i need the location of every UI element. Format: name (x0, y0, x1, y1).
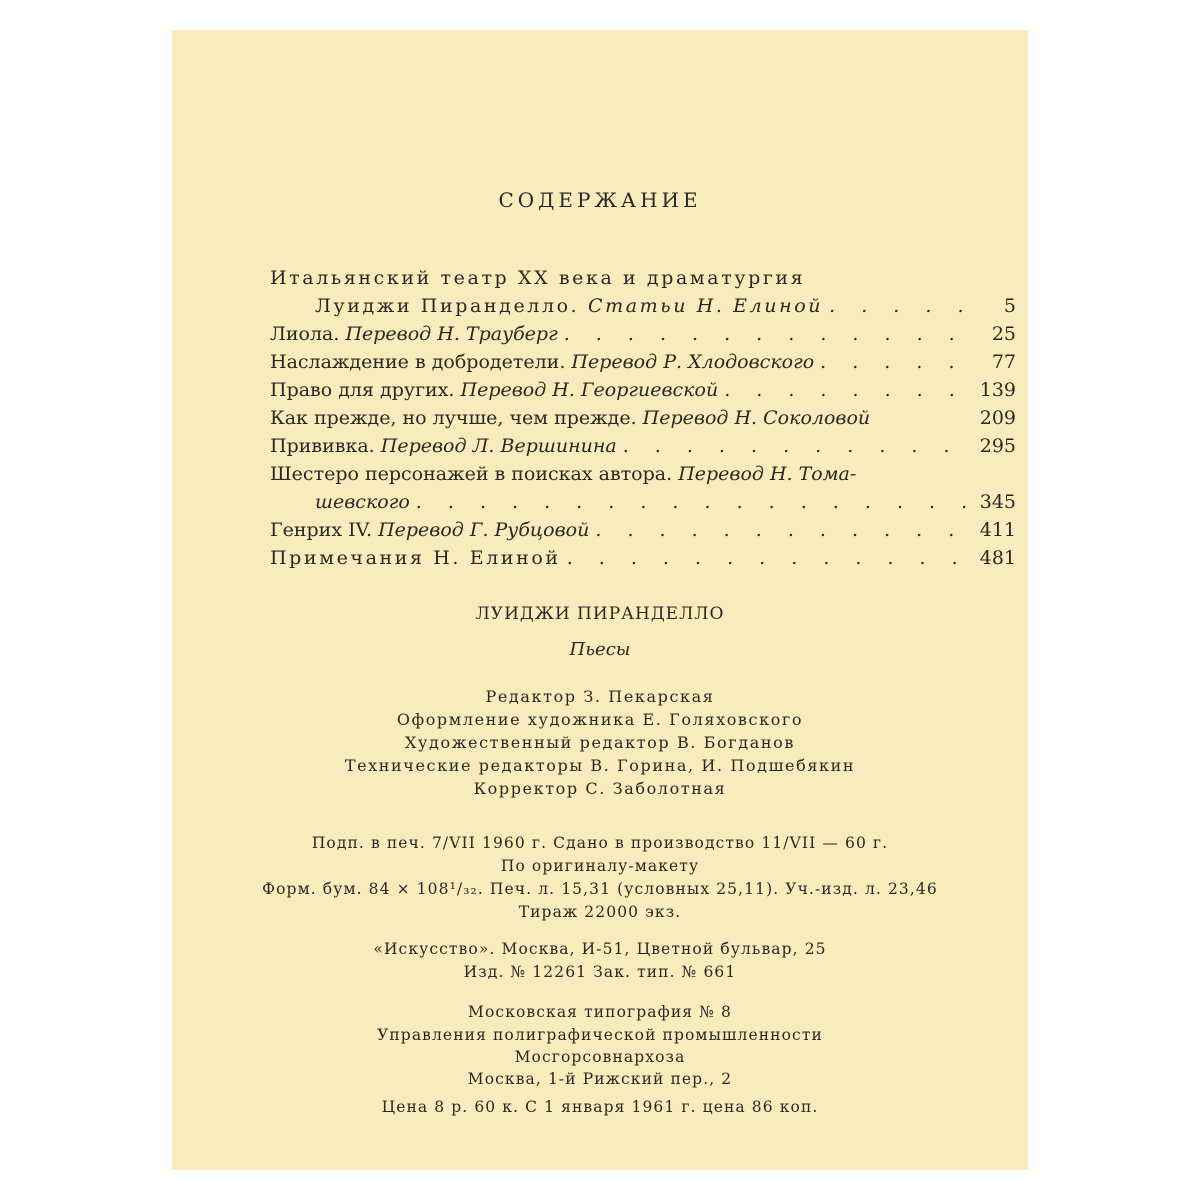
toc-page-number: 25 (991, 323, 1016, 345)
toc-entry-text: Итальянский театр XX века и драматургия (270, 267, 806, 289)
toc-entry-translator: Перевод Н. Георгиевской (460, 379, 719, 401)
toc-entry (270, 267, 1016, 295)
publisher-line: Изд. № 12261 Зак. тип. № 661 (463, 963, 737, 981)
printer-line: Управления полиграфической промышленности (377, 1026, 823, 1044)
toc-entry-translator: Перевод Р. Хлодовского (571, 351, 815, 373)
toc-entry (315, 491, 1016, 519)
toc-entry-text: Наслаждение в добродетели. Перевод Р. Хлодовского (270, 351, 815, 373)
toc-entry (270, 379, 1016, 407)
toc-entry (270, 463, 1016, 491)
toc-entry-text: Лиола. Перевод Н. Трауберг (270, 323, 558, 345)
toc-page-number: 411 (979, 519, 1016, 541)
toc-page-number: 139 (979, 379, 1016, 401)
toc-entry (270, 547, 1016, 575)
credit-line: Оформление художника Е. Голяховского (396, 710, 804, 729)
toc-entry (315, 295, 1016, 323)
toc-entry (270, 323, 1016, 351)
toc-entry-translator: Перевод Н. Трауберг (345, 323, 558, 345)
credit-line: Корректор С. Заболотная (473, 779, 727, 798)
dot-leader (567, 547, 970, 569)
book-page (172, 30, 1028, 1170)
dot-leader (829, 295, 970, 317)
credit-line: Редактор З. Пекарская (485, 687, 715, 706)
dot-leader (820, 351, 970, 373)
toc-page-number: 5 (1003, 295, 1016, 317)
book-title: Пьесы (569, 639, 631, 660)
toc-entry-text: Прививка. Перевод Л. Вершинина (270, 435, 617, 457)
toc-page-number: 345 (979, 491, 1016, 513)
book-author: ЛУИДЖИ ПИРАНДЕЛЛО (475, 604, 725, 624)
print-info-line: Форм. бум. 84 × 108¹/₃₂. Печ. л. 15,31 (условных 25,11). Уч.-изд. л. 23,46 (262, 880, 938, 898)
toc-entry-translator: Перевод Л. Вершинина (380, 435, 617, 457)
print-info-line: Тираж 22000 экз. (518, 903, 682, 921)
dot-leader (595, 519, 970, 541)
dot-leader (564, 323, 970, 345)
printer-line: Мосгорсовнархоза (514, 1048, 686, 1066)
printer-line: Московская типография № 8 (468, 1003, 732, 1021)
toc-entry-text: Шестеро персонажей в поисках автора. Перевод Н. Тома- (270, 463, 857, 485)
toc-entry (270, 435, 1016, 463)
credit-line: Художественный редактор В. Богданов (405, 733, 795, 752)
toc-entry-text: Генрих IV. Перевод Г. Рубцовой (270, 519, 590, 541)
toc-page-number: 209 (979, 407, 1016, 429)
toc-entry-text: Примечания Н. Елиной (270, 547, 561, 569)
toc-entry-translator: Статьи Н. Елиной (587, 295, 824, 317)
print-info-line: Подп. в печ. 7/VII 1960 г. Сдано в производство 11/VII — 60 г. (311, 834, 889, 852)
credit-line: Технические редакторы В. Горина, И. Подшебякин (344, 756, 856, 775)
toc-page-number: 295 (979, 435, 1016, 457)
toc-entry (270, 519, 1016, 547)
toc-entry-translator: Перевод Г. Рубцовой (378, 519, 590, 541)
dot-leader (416, 491, 970, 513)
toc-entry-text: Право для других. Перевод Н. Георгиевской (270, 379, 719, 401)
toc-title: СОДЕРЖАНИЕ (498, 188, 702, 212)
toc-entry-translator: Перевод Н. Соколовой (642, 407, 871, 429)
publisher-line: «Искусство». Москва, И-51, Цветной бульвар, 25 (373, 940, 827, 958)
toc-entry-translator: шевского (315, 491, 410, 513)
dot-leader (724, 379, 970, 401)
toc-entry (270, 351, 1016, 379)
toc-entry-translator: Перевод Н. Тома- (678, 463, 857, 485)
dot-leader (623, 435, 970, 457)
toc-entry (270, 407, 1016, 435)
toc-entry-text (315, 491, 410, 513)
toc-entry-text: Как прежде, но лучше, чем прежде. Перевод Н. Соколовой (270, 407, 871, 429)
price-line: Цена 8 р. 60 к. С 1 января 1961 г. цена 86 коп. (381, 1098, 819, 1116)
toc-page-number: 481 (979, 547, 1016, 569)
print-info-line: По оригиналу-макету (500, 857, 700, 875)
toc-entry-text: Луиджи Пиранделло. Статьи Н. Елиной (315, 295, 824, 317)
toc-page-number: 77 (991, 351, 1016, 373)
printer-line: Москва, 1-й Рижский пер., 2 (467, 1070, 733, 1088)
